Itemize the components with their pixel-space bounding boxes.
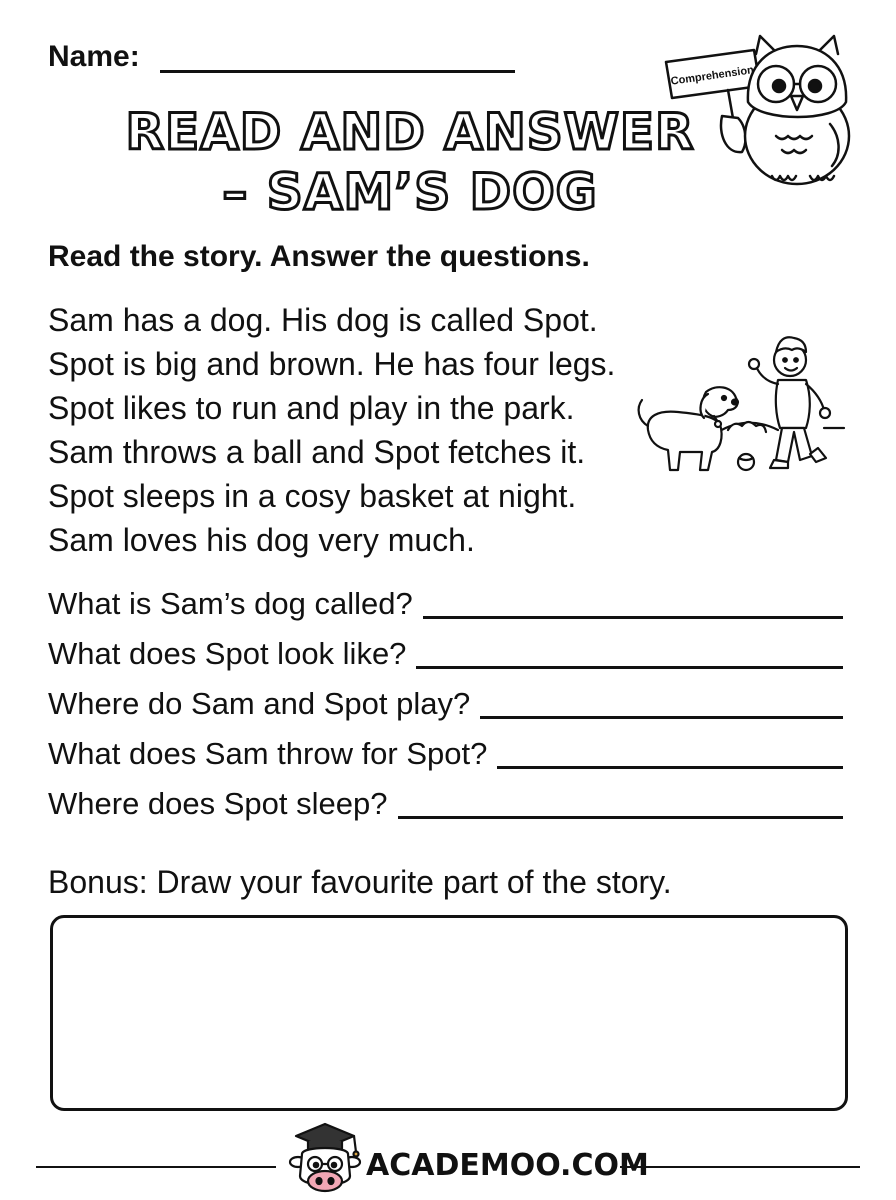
answer-line[interactable] — [497, 766, 843, 769]
answer-line[interactable] — [423, 616, 843, 619]
page-title-line-2: – SAM’S DOG — [222, 163, 598, 221]
story-line: Spot sleeps in a cosy basket at night. — [48, 478, 577, 514]
answer-line[interactable] — [480, 716, 843, 719]
question-row — [48, 678, 843, 722]
story-line: Spot likes to run and play in the park. — [48, 390, 575, 426]
answer-line[interactable] — [398, 816, 844, 819]
story-line: Sam has a dog. His dog is called Spot. — [48, 302, 598, 338]
story-line: Sam loves his dog very much. — [48, 522, 475, 558]
bonus-prompt: Bonus: Draw your favourite part of the story. — [48, 864, 672, 900]
question-row — [48, 728, 843, 772]
question-text: What is Sam’s dog called? — [48, 586, 413, 621]
name-label: Name: — [48, 40, 140, 73]
footer-divider-right — [620, 1166, 860, 1168]
boy-and-dog-illustration — [628, 320, 858, 485]
instructions: Read the story. Answer the questions. — [48, 240, 590, 273]
sign-text: Comprehension — [669, 64, 755, 88]
name-answer-line[interactable] — [160, 70, 515, 73]
story-line: Spot is big and brown. He has four legs. — [48, 346, 616, 382]
cow-graduate-icon — [288, 1118, 362, 1196]
story-line: Sam throws a ball and Spot fetches it. — [48, 434, 586, 470]
question-row — [48, 578, 843, 622]
question-text: Where do Sam and Spot play? — [48, 686, 471, 721]
answer-line[interactable] — [416, 666, 843, 669]
question-row — [48, 628, 843, 672]
question-text: Where does Spot sleep? — [48, 786, 388, 821]
question-text: What does Sam throw for Spot? — [48, 736, 488, 771]
footer-divider-left — [36, 1166, 276, 1168]
question-text: What does Spot look like? — [48, 636, 407, 671]
drawing-box[interactable] — [50, 915, 848, 1111]
page-title-line-1: READ AND ANSWER — [125, 103, 695, 161]
owl-holding-sign-icon — [660, 24, 860, 189]
question-row — [48, 778, 843, 822]
brand-logo-text[interactable]: ACADEMOO.COM — [366, 1148, 649, 1183]
